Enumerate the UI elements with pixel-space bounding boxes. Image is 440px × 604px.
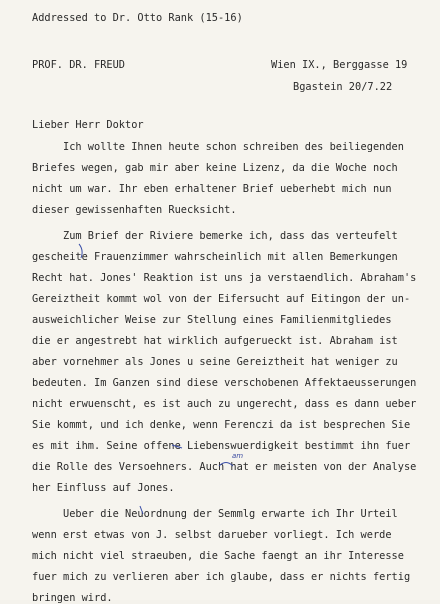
letter-line: Gereiztheit kommt wol von der Eifersucht auf Eitingon der un-	[32, 293, 411, 305]
letter-line: wenn erst etwas von J. selbst darueber vorliegt. Ich werde	[32, 529, 392, 541]
handwritten-note: am	[232, 452, 244, 460]
letter-line: gescheite Frauenzimmer wahrscheinlich mit allen Bemerkungen	[32, 251, 398, 263]
letter-line: die Rolle des Versoehners. Auch hat er meisten von der Analyse	[32, 461, 417, 473]
salutation: Lieber Herr Doktor	[32, 119, 144, 131]
ink-stroke	[172, 445, 182, 448]
letter-line: Ueber die Neuordnung der Semmlg erwarte ich Ihr Urteil	[32, 508, 398, 520]
letter-line: aber vornehmer als Jones u seine Gereiztheit hat weniger zu	[32, 356, 398, 368]
addressed-line: Addressed to Dr. Otto Rank (15-16)	[32, 12, 243, 24]
letter-line: nicht um war. Ihr eben erhaltener Brief ueberhebt mich nun	[32, 183, 392, 195]
letter-line: her Einfluss auf Jones.	[32, 482, 175, 494]
letter-line: bringen wird.	[32, 592, 113, 604]
letter-line: bedeuten. Im Ganzen sind diese verschobenen Affektaeusserungen	[32, 377, 417, 389]
letter-line: Ich wollte Ihnen heute schon schreiben des beiliegenden	[32, 141, 404, 153]
sender-address: Wien IX., Berggasse 19	[271, 59, 408, 71]
letter-line: es mit ihm. Seine offene Liebenswuerdigkeit bestimmt ihn fuer	[32, 440, 411, 452]
letter-line: Recht hat. Jones' Reaktion ist uns ja verstaendlich. Abraham's	[32, 272, 417, 284]
ink-stroke	[219, 463, 233, 467]
letter-line: die er angestrebt hat wirklich aufgerueckt ist. Abraham ist	[32, 335, 398, 347]
letter-line: Sie kommt, und ich denke, wenn Ferenczi da ist besprechen Sie	[32, 419, 411, 431]
letter-line: mich nicht viel straeuben, die Sache faengt an ihr Interesse	[32, 550, 404, 562]
ink-stroke	[140, 506, 143, 514]
ink-stroke	[79, 244, 82, 258]
letter-line: ausweichlicher Weise zur Stellung eines Familienmitgliedes	[32, 314, 392, 326]
letter-date: Bgastein 20/7.22	[293, 81, 393, 93]
letter-line: Briefes wegen, gab mir aber keine Lizenz, da die Woche noch	[32, 162, 398, 174]
letter-line: nicht erwuenscht, es ist auch zu ungerecht, dass es dann ueber	[32, 398, 417, 410]
letter-line: Zum Brief der Riviere bemerke ich, dass das verteufelt	[32, 230, 398, 242]
sender-name: PROF. DR. FREUD	[32, 59, 125, 71]
letter-line: fuer mich zu verlieren aber ich glaube, dass er nichts fertig	[32, 571, 411, 583]
letter-line: dieser gewissenhaften Ruecksicht.	[32, 204, 237, 216]
